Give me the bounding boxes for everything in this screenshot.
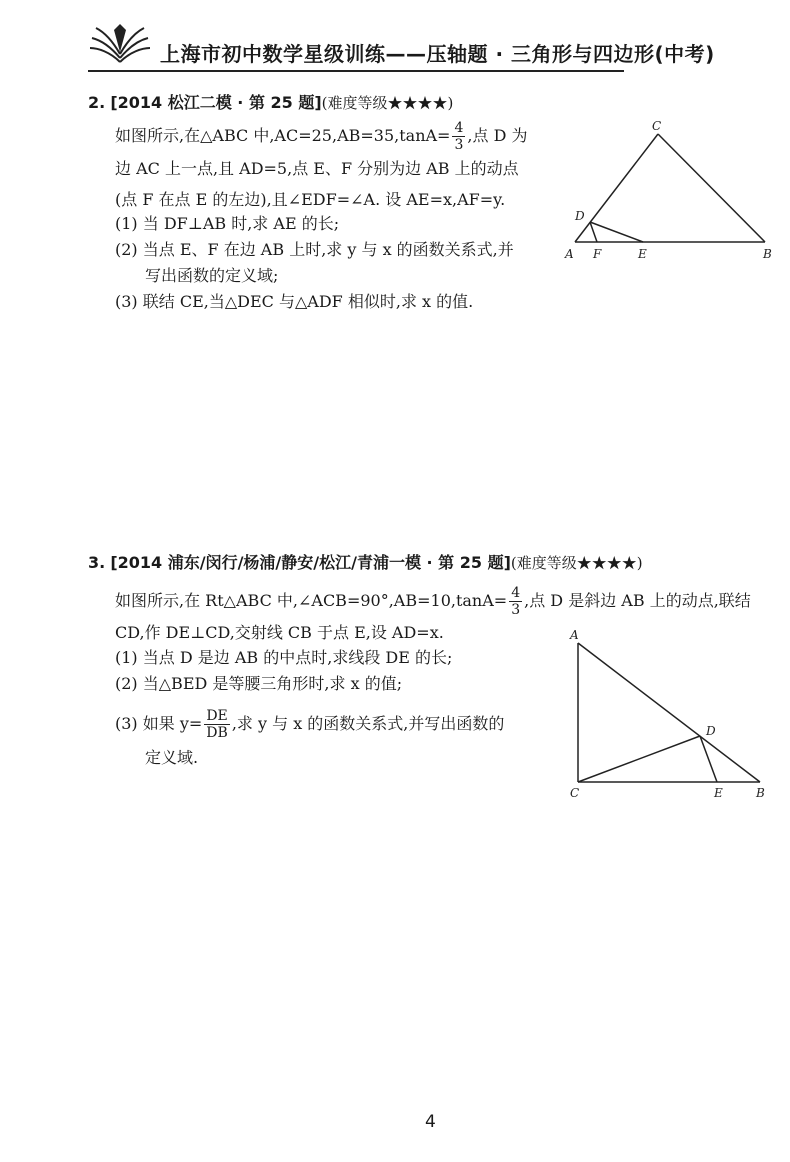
label-D: D: [575, 209, 585, 223]
header-divider: [88, 70, 624, 72]
question-source: [2014 浦东/闵行/杨浦/静安/松江/青浦一模 · 第 25 题]: [110, 553, 511, 572]
q2-line-2: 边 AC 上一点,且 AD=5,点 E、F 分别为边 AB 上的动点: [115, 159, 519, 178]
label-E: E: [714, 786, 723, 800]
denominator: DB: [206, 725, 228, 741]
q3-text: ,求 y 与 x 的函数关系式,并写出函数的: [231, 714, 505, 733]
denominator: 3: [454, 137, 464, 153]
denominator: 3: [511, 602, 521, 618]
q2-part-1: (1) 当 DF⊥AB 时,求 AE 的长;: [115, 214, 340, 233]
q2-line-1: [115, 120, 527, 153]
running-header-title: 上海市初中数学星级训练——压轴题 · 三角形与四边形(中考): [160, 42, 715, 66]
segment-CD: [578, 736, 700, 782]
segment-AC: [575, 134, 658, 242]
q2-part-3: (3) 联结 CE,当△DEC 与△ADF 相似时,求 x 的值.: [115, 292, 474, 311]
question-number: 2.: [88, 93, 106, 112]
segment-BC: [658, 134, 765, 242]
label-A: A: [565, 247, 574, 261]
question-3-heading: [88, 550, 643, 573]
q2-part-2: (2) 当点 E、F 在边 AB 上时,求 y 与 x 的函数关系式,并: [115, 240, 514, 259]
numerator: DE: [204, 708, 230, 725]
segment-AB: [578, 643, 760, 782]
question-source: [2014 松江二模 · 第 25 题]: [110, 93, 322, 112]
fraction: [509, 585, 522, 618]
label-F: F: [593, 247, 602, 261]
segment-DE: [590, 222, 643, 242]
fraction: [452, 120, 465, 153]
open-book-wings-logo: [88, 22, 152, 68]
question-number: 3.: [88, 553, 106, 572]
label-B: B: [756, 786, 765, 800]
question-2-heading: [88, 90, 453, 113]
q3-part-1: (1) 当点 D 是边 AB 的中点时,求线段 DE 的长;: [115, 648, 453, 667]
difficulty-rating: (难度等级★★★★): [321, 94, 454, 112]
q3-part-2: (2) 当△BED 是等腰三角形时,求 x 的值;: [115, 674, 403, 693]
q3-line-2: CD,作 DE⊥CD,交射线 CB 于点 E,设 AD=x.: [115, 623, 444, 642]
q2-triangle-figure: [555, 112, 785, 268]
q3-text: 如图所示,在 Rt△ABC 中,∠ACB=90°,AB=10,tanA=: [115, 591, 508, 610]
label-B: B: [763, 247, 772, 261]
q2-part-2-cont: 写出函数的定义域;: [145, 266, 279, 285]
numerator: 4: [511, 585, 521, 601]
q3-text: (3) 如果 y=: [115, 714, 203, 733]
label-A: A: [570, 628, 579, 642]
difficulty-rating: (难度等级★★★★): [510, 554, 643, 572]
label-C: C: [652, 119, 662, 133]
q3-line-1: [115, 585, 751, 618]
q3-part-3-cont: 定义域.: [145, 748, 199, 767]
numerator: 4: [454, 120, 464, 136]
q3-part-3: [115, 708, 504, 741]
q2-text: ,点 D 为: [467, 126, 528, 145]
label-C: C: [570, 786, 580, 800]
page-number: 4: [425, 1112, 436, 1132]
q3-text: ,点 D 是斜边 AB 上的动点,联结: [524, 591, 751, 610]
q3-right-triangle-figure: [560, 625, 775, 805]
q2-line-3: (点 F 在点 E 的左边),且∠EDF=∠A. 设 AE=x,AF=y.: [115, 190, 506, 209]
fraction: [204, 708, 230, 741]
label-E: E: [638, 247, 647, 261]
q2-text: 如图所示,在△ABC 中,AC=25,AB=35,tanA=: [115, 126, 451, 145]
label-D: D: [706, 724, 716, 738]
